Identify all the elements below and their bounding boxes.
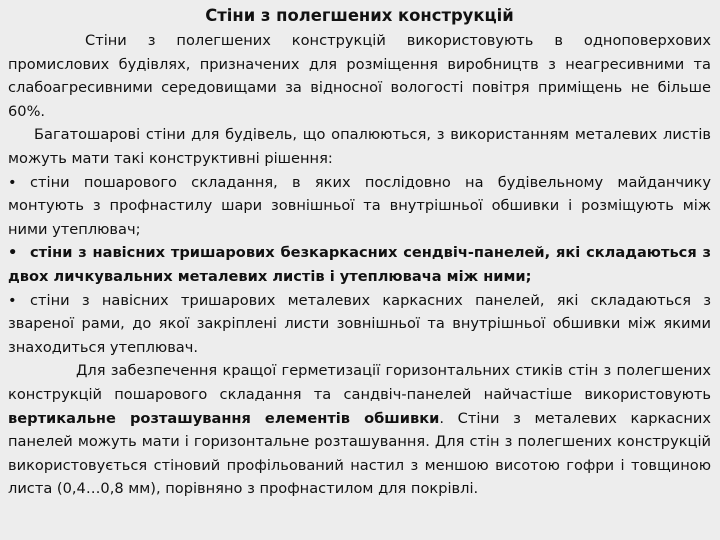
bullet-item-framed bbox=[8, 289, 711, 360]
page-title: Стіни з полегшених конструкцій bbox=[205, 6, 514, 25]
bullet-mark: • bbox=[8, 173, 17, 191]
sealing-paragraph bbox=[8, 359, 711, 501]
bullet-text: стіни з навісних тришарових металевих каркасних панелей, які складаються з звареної рами, до якої закріплені листи зовнішньої та внутрішньої обшивки між якими знаходиться утеплювач. bbox=[8, 291, 711, 356]
intro-paragraph: Стіни з полегшених конструкцій використовують в одноповерхових промислових будівлях, призначених для розміщення виробництв з неагресивними та слабоагресивними середовищами за відносної вологості повітря приміщень не більше 60%. bbox=[8, 32, 711, 120]
solutions-intro-paragraph: Багатошарові стіни для будівель, що опалюються, з використанням металевих листів можуть мати такі конструктивні рішення: bbox=[8, 126, 711, 167]
bullet-item-layered bbox=[8, 171, 711, 242]
bullet-text: стіни пошарового складання, в яких послідовно на будівельному майданчику монтують з профнастилу шари зовнішньої та внутрішньої обшивки і розміщують між ними утеплювач; bbox=[8, 173, 711, 238]
sealing-emphasis: вертикальне розташування елементів обшивки bbox=[8, 409, 440, 427]
bullet-text: стіни з навісних тришарових безкаркасних сендвіч-панелей, які складаються з двох личкувальних металевих листів і утеплювача між ними; bbox=[8, 244, 711, 285]
bullet-mark: • bbox=[8, 244, 18, 262]
bullet-mark: • bbox=[8, 291, 17, 309]
sealing-text-before: Для забезпечення кращої герметизації горизонтальних стиків стін з полегшених конструкцій пошарового складання та сандвіч-панелей найчастіше використовують bbox=[8, 362, 711, 403]
sealing-text-after: . Стіни з металевих каркасних панелей можуть мати і горизонтальне розташування. Для стін з полегшених конструкцій використовується стіновий профільований настил з меншою висотою гофри і товщиною листа (0,4…0,8 мм), порівняно з профнастилом для покрівлі. bbox=[8, 409, 711, 498]
bullet-item-sandwich bbox=[8, 241, 711, 288]
